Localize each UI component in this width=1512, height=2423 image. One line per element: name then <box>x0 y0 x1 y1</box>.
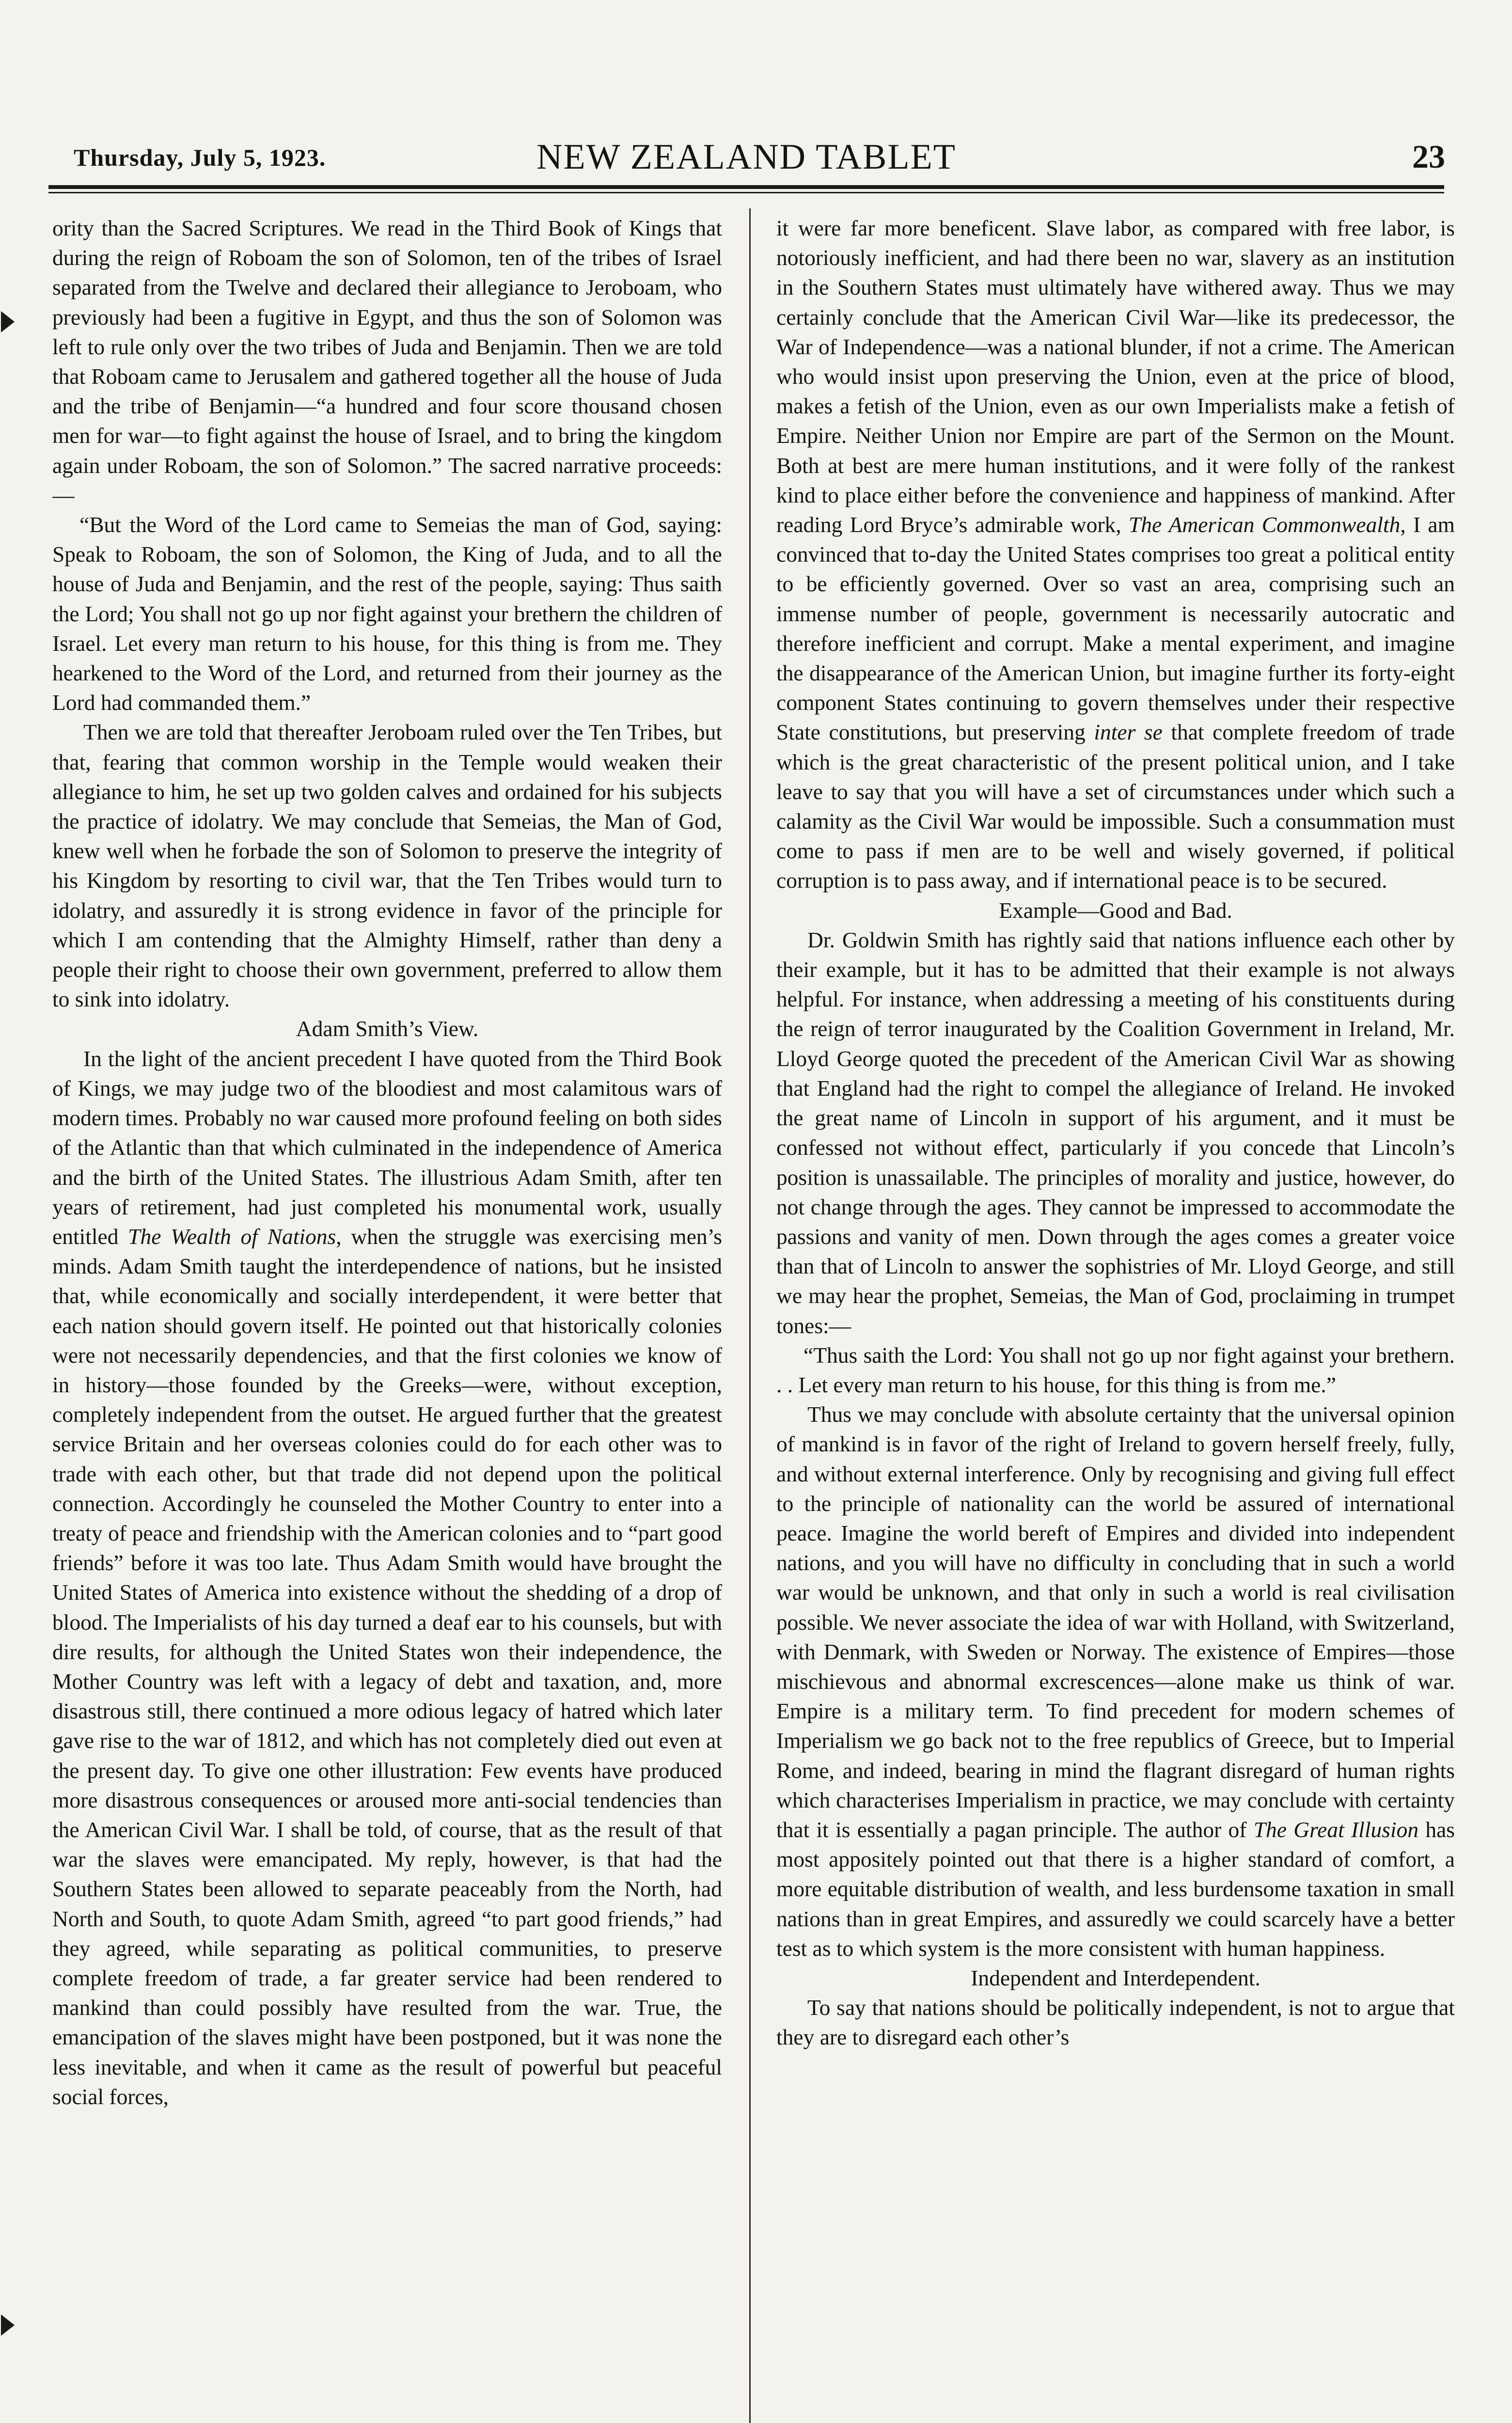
book-title: The American Commonwealth <box>1128 512 1401 537</box>
book-title: The Great Illusion <box>1253 1817 1419 1842</box>
left-column <box>52 213 722 2423</box>
right-paragraph: it were far more beneficent. Slave labor, as compared with free labor, is notoriously inefficient, and had there been no war, slavery as an institution in the Southern States must ultimately have withered away. Thus we may certainly conclude that the American Civil War—like its predecessor, the War of Independence—was a national blunder, if not a crime. The American who would insist upon preserving the Union, even at the price of blood, makes a fetish of the Union, even as our own Imperialists make a fetish of Empire. Neither Union nor Empire are part of the Sermon on the Mount. Both at best are mere human institutions, and it were folly of the rankest kind to place either before the convenience and happiness of mankind. After reading Lord Bryce’s admirable work, The American Commonwealth, I am convinced that to-day the United States comprises too great a political entity to be efficiently governed. Over so vast an area, comprising such an immense number of people, government is necessarily autocratic and therefore inefficient and corrupt. Make a mental experiment, and imagine the disappearance of the American Union, but imagine further its forty-eight component States continuing to govern themselves under their respective State constitutions, but preserving inter se that complete freedom of trade which is the great characteristic of the present political union, and I take leave to say that you will have a set of circumstances under which such a calamity as the Civil War would be impossible. Such a consummation must come to pass if men are to be well and wisely governed, if political corruption is to pass away, and if international peace is to be secured. <box>776 216 1455 893</box>
page-number: 23 <box>1412 138 1445 175</box>
latin-phrase: inter se <box>1094 720 1163 745</box>
section-heading: Example—Good and Bad. <box>999 897 1232 923</box>
section-heading: Independent and Interdependent. <box>971 1965 1260 1990</box>
left-paragraph: Then we are told that thereafter Jeroboam ruled over the Ten Tribes, but that, fearing that common worship in the Temple would weaken their allegiance to him, he set up two golden calves and ordained for his subjects the practice of idolatry. We may conclude that Semeias, the Man of God, knew well when he forbade the son of Solomon to preserve the integrity of his Kingdom by resorting to civil war, that the Ten Tribes would turn to idolatry, and assuredly it is strong evidence in favor of the principle for which I am contending that the Almighty Himself, rather than deny a people their right to choose their own government, preferred to allow them to sink into idolatry. <box>52 720 722 1012</box>
newspaper-title: NEW ZEALAND TABLET <box>536 137 956 177</box>
scripture-quote: “But the Word of the Lord came to Semeias the man of God, saying: Speak to Roboam, the son of Solomon, the King of Juda, and to all the house of Juda and Benjamin, and the rest of the people, saying: Thus saith the Lord; You shall not go up nor fight against your brethern the children of Israel. Let every man return to his house, for this thing is from me. They hearkened to the Word of the Lord, and returned from their journey as the Lord had commanded them.” <box>52 512 722 715</box>
right-column <box>776 213 1455 2423</box>
right-paragraph: Thus we may conclude with absolute certainty that the universal opinion of mankind is in favor of the right of Ireland to govern herself freely, fully, and without external interference. Only by recognising and giving full effect to the principle of nationality can the world be assured of international peace. Imagine the world bereft of Empires and divided into independent nations, and you will have no difficulty in concluding that in such a world war would be unknown, and that only in such a world is real civilisation possible. We never associate the idea of war with Holland, with Switzerland, with Denmark, with Sweden or Norway. The existence of Empires—those mischievous and abnormal excrescences—alone make us think of war. Empire is a military term. To find precedent for modern schemes of Imperialism we go back not to the free republics of Greece, but to Imperial Rome, and indeed, bearing in mind the flagrant disregard of human rights which characterises Imperialism in practice, we may conclude with certainty that it is essentially a pagan principle. The author of The Great Illusion has most appositely pointed out that there is a higher standard of comfort, a more equitable distribution of wealth, and less burdensome taxation in small nations than in great Empires, and assuredly we could scarcely have a better test as to which system is the more consistent with human happiness. <box>776 1402 1455 1961</box>
left-paragraph: In the light of the ancient precedent I have quoted from the Third Book of Kings, we may judge two of the bloodiest and most calamitous wars of modern times. Probably no war caused more profound feeling on both sides of the Atlantic than that which culminated in the independence of America and the birth of the United States. The illustrious Adam Smith, after ten years of retirement, had just completed his monumental work, usually entitled The Wealth of Nations, when the struggle was exercising men’s minds. Adam Smith taught the interdependence of nations, but he insisted that, while economically and socially interdependent, it were better that each nation should govern itself. He pointed out that historically colonies were not necessarily dependencies, and that the first colonies we know of in history—those founded by the Greeks—were, without exception, completely independent from the outset. He argued further that the greatest service Britain and her overseas colonies could do for each other was to trade with each other, but that trade did not depend upon the political connection. Accordingly he counseled the Mother Country to enter into a treaty of peace and friendship with the American colonies and to “part good friends” before it was too late. Thus Adam Smith would have brought the United States of America into existence without the shedding of a drop of blood. The Imperialists of his day turned a deaf ear to his counsels, but with dire results, for although the United States won their independence, the Mother Country was left with a legacy of debt and taxation, and, more disastrous still, there continued a more odious legacy of hatred which later gave rise to the war of 1812, and which has not completely died out even at the present day. To give one other illustration: Few events have produced more disastrous consequences or aroused more anti-social tendencies than the American Civil War. I shall be told, of course, that as the result of that war the slaves were emancipated. My reply, however, is that had the Southern States been allowed to separate peaceably from the North, had North and South, to quote Adam Smith, agreed “to part good friends,” had they agreed, while separating as political communities, to preserve complete freedom of trade, a far greater service had been rendered to mankind than could possibly have resulted from the war. True, the emancipation of the slaves might have been postponed, but it was none the less inevitable, and when it came as the result of powerful but peaceful social forces, <box>52 1046 722 2109</box>
column-divider <box>749 208 751 2423</box>
margin-arrow-mark <box>1 311 15 332</box>
issue-date: Thursday, July 5, 1923. <box>74 144 326 171</box>
right-paragraph: To say that nations should be politically independent, is not to argue that they are to disregard each other’s <box>776 1995 1455 2050</box>
scripture-quote: “Thus saith the Lord: You shall not go up nor fight against your brethern. . . Let every man return to his house, for this thing is from me.” <box>776 1342 1455 1397</box>
masthead-rule-thin <box>48 192 1444 193</box>
masthead <box>44 137 1449 180</box>
margin-arrow-mark <box>1 2314 15 2336</box>
book-title: The Wealth of Nations <box>128 1224 336 1249</box>
masthead-rule <box>48 185 1444 189</box>
left-paragraph: ority than the Sacred Scriptures. We read in the Third Book of Kings that during the reign of Roboam the son of Solomon, ten of the tribes of Israel separated from the Twelve and declared their allegiance to Jeroboam, who previously had been a fugitive in Egypt, and thus the son of Solomon was left to rule only over the two tribes of Juda and Benjamin. Then we are told that Roboam came to Jerusalem and gathered together all the house of Juda and the tribe of Benjamin—“a hundred and four score thousand chosen men for war—to fight against the house of Israel, and to bring the kingdom again under Roboam, the son of Solomon.” The sacred narrative proceeds:— <box>52 216 722 507</box>
right-paragraph: Dr. Goldwin Smith has rightly said that nations influence each other by their example, but it has to be admitted that their example is not always helpful. For instance, when addressing a meeting of his constituents during the reign of terror inaugurated by the Coalition Government in Ireland, Mr. Lloyd George quoted the precedent of the American Civil War as showing that England had the right to compel the allegiance of Ireland. He invoked the great name of Lincoln in support of his argument, and it must be confessed not without effect, particularly if you concede that Lincoln’s position is unassailable. The principles of morality and justice, however, do not change through the ages. They cannot be impressed to accommodate the passions and vanity of men. Down through the ages comes a greater voice than that of Lincoln to answer the sophistries of Mr. Lloyd George, and still we may hear the prophet, Semeias, the Man of God, proclaiming in trumpet tones:— <box>776 927 1455 1338</box>
section-heading: Adam Smith’s View. <box>296 1016 479 1041</box>
